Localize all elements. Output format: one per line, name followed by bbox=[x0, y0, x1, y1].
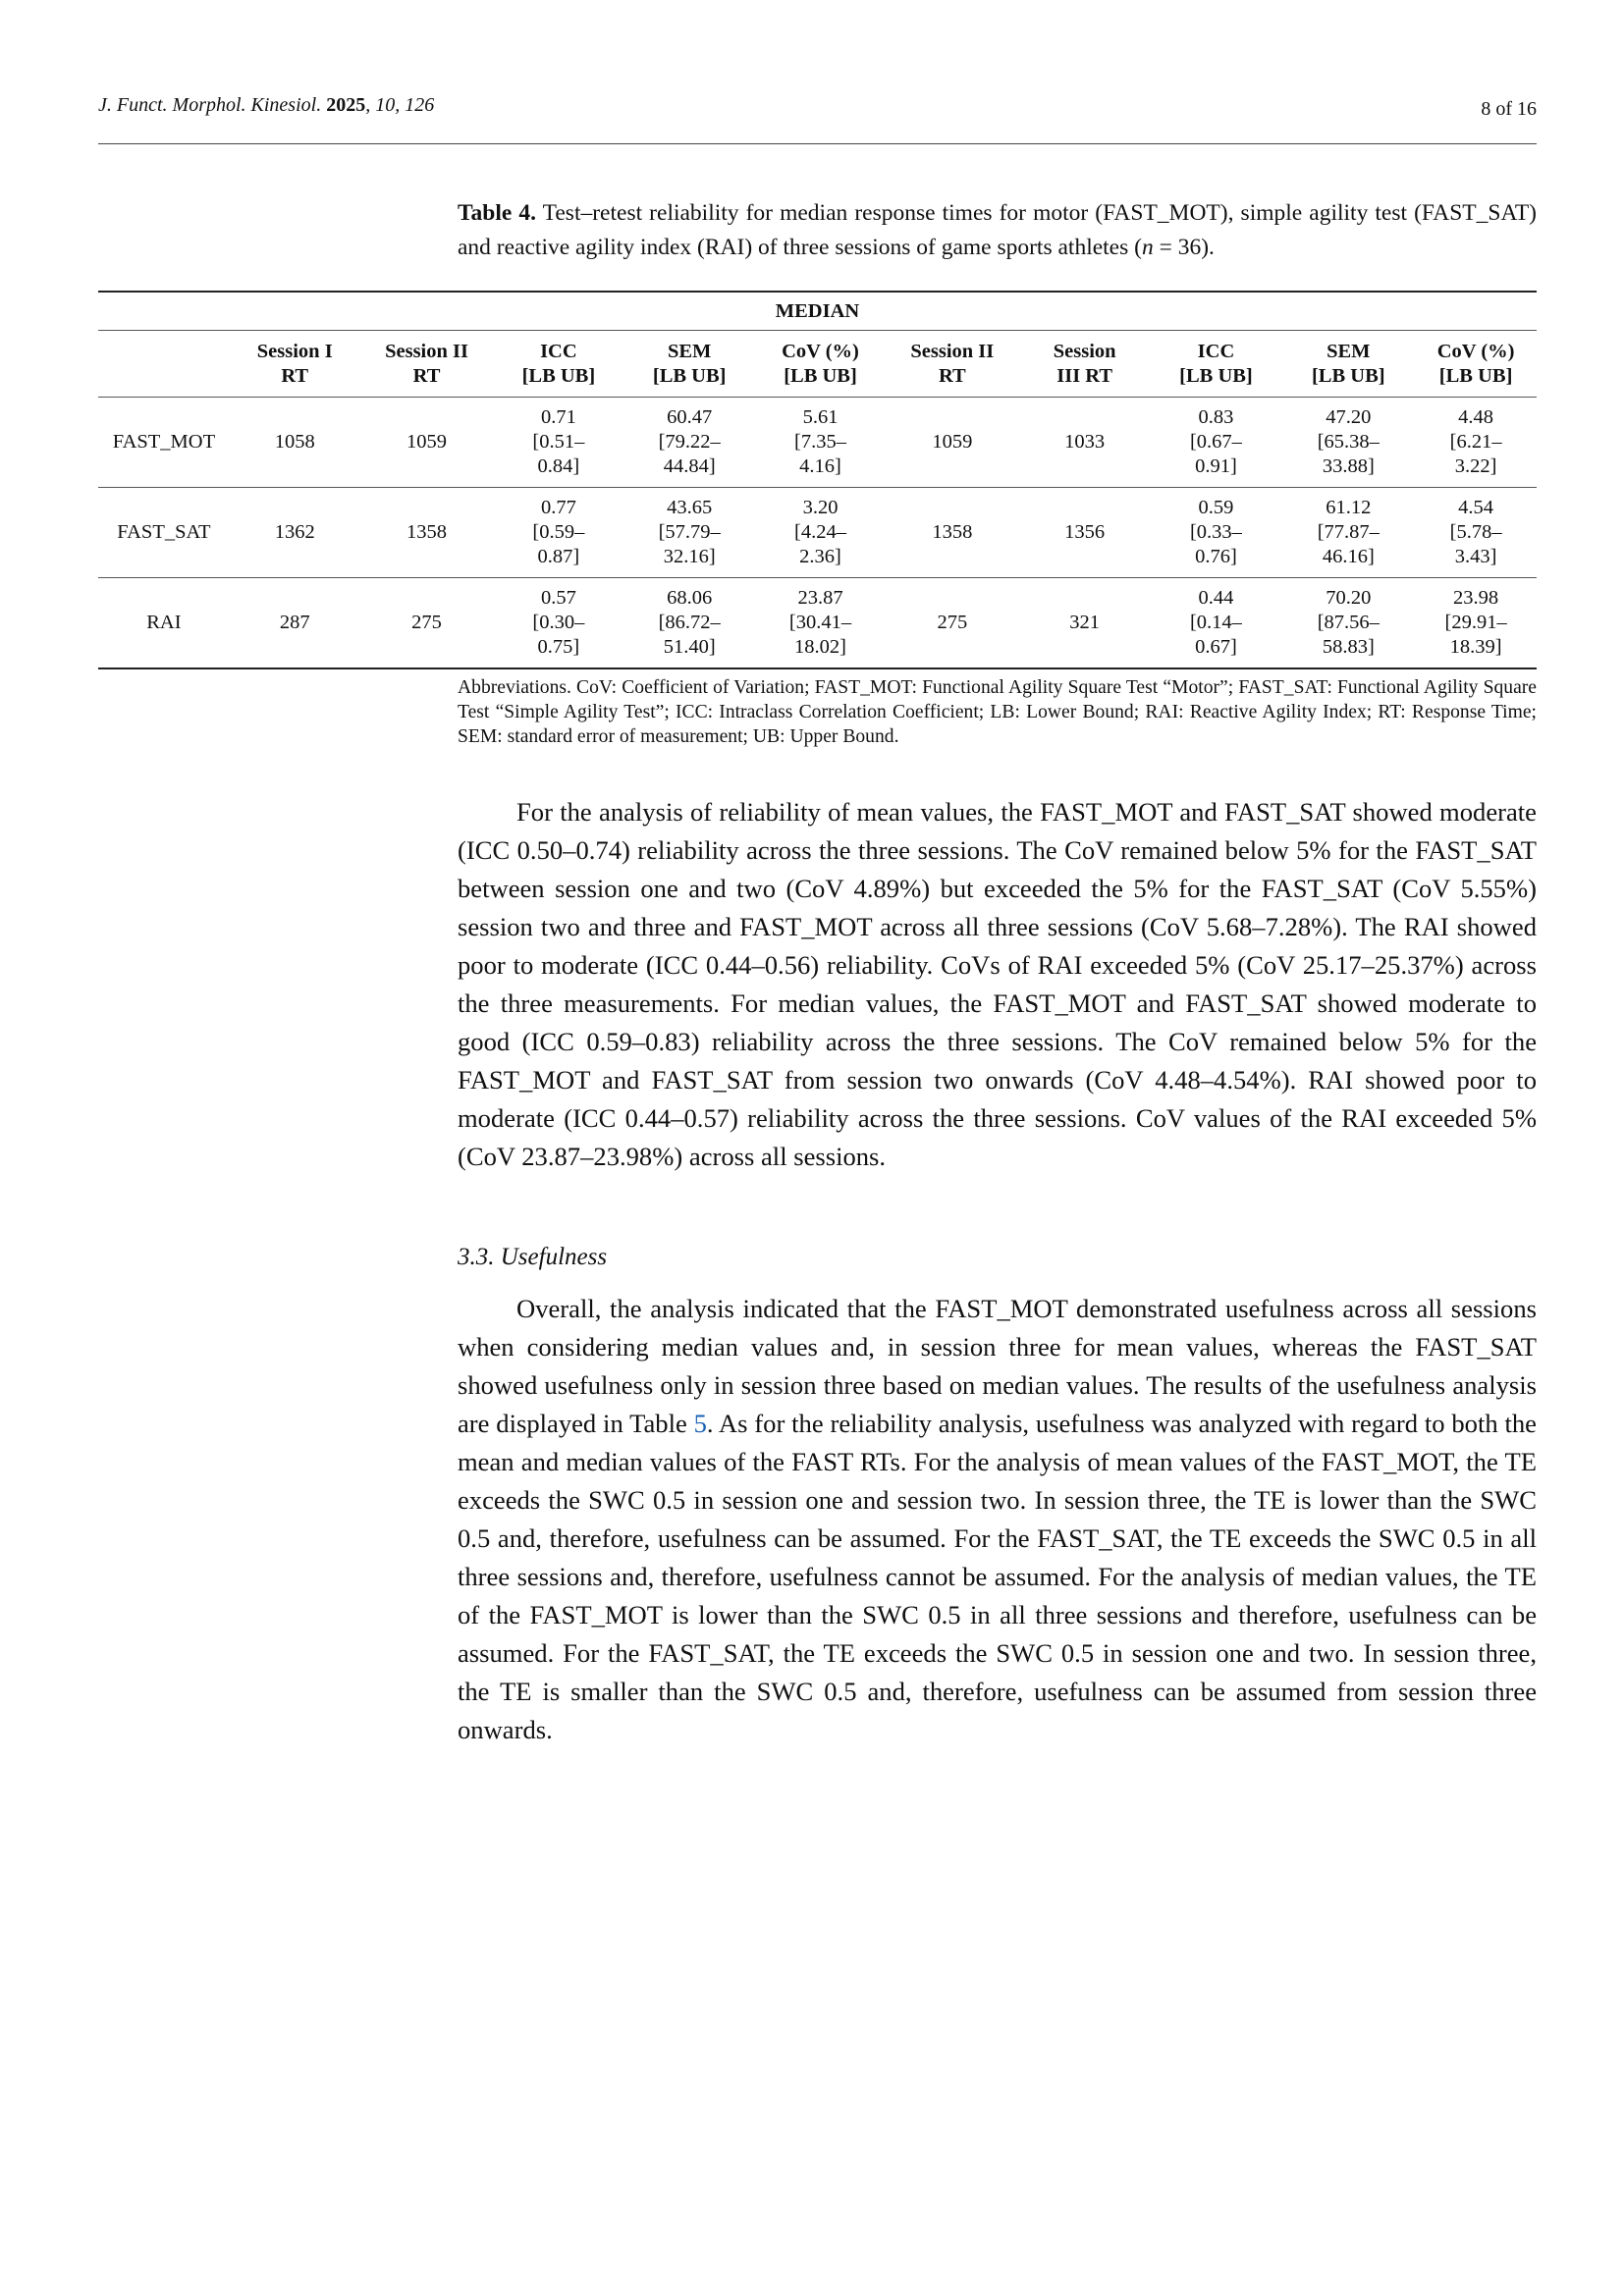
table-cell bbox=[230, 578, 360, 669]
cell-line: 1059 bbox=[932, 431, 973, 453]
reliability-table bbox=[98, 291, 1537, 669]
cell-line: 60.47 bbox=[667, 406, 713, 428]
table-cell bbox=[1415, 578, 1537, 669]
journal-year: 2025 bbox=[326, 94, 366, 116]
cell-line: 0.91] bbox=[1195, 455, 1237, 477]
cell-line: [0.51– bbox=[532, 431, 585, 453]
cell-line: 18.02] bbox=[794, 636, 846, 658]
column-header-line: Session II bbox=[385, 340, 468, 362]
cell-line: [30.41– bbox=[788, 612, 852, 633]
cell-line: 18.39] bbox=[1449, 636, 1502, 658]
usefulness-text-after: . As for the reliability analysis, usefulness was analyzed with regard to both the mean and median values of the FAST RTs. For the analysis of mean values of the FAST_MOT, the TE exceeds the SWC 0.5 in session one and session two. In session three, the TE is lower than the SWC 0.5 and, therefore, usefulness can be assumed. For the FAST_SAT, the TE exceeds the SWC 0.5 in all three sessions and, therefore, usefulness cannot be assumed. For the analysis of median values, the TE of the FAST_MOT is lower than the SWC 0.5 in all three sessions and therefore, usefulness can be assumed. For the FAST_SAT, the TE exceeds the SWC 0.5 in session one and two. In session three, the TE is smaller than the SWC 0.5 and, therefore, usefulness can be assumed from session three onwards. bbox=[458, 1409, 1537, 1744]
cell-line: 3.20 bbox=[802, 497, 839, 518]
cell-line: 1058 bbox=[274, 431, 315, 453]
table-cell bbox=[1415, 488, 1537, 578]
abbreviations-note: Abbreviations. CoV: Coefficient of Variation; FAST_MOT: Functional Agility Square Test “Motor”; FAST_SAT: Functional Agility Square Test “Simple Agility Test”; ICC: Intraclass Correlation Coefficient; LB: Lower Bound; RAI: Reactive Agility Index; RT: Response Time; SEM: standard error of measurement; UB: Upper Bound. bbox=[458, 677, 1537, 747]
cell-line: [0.67– bbox=[1189, 431, 1242, 453]
column-header bbox=[1415, 331, 1537, 398]
cell-line: 43.65 bbox=[667, 497, 713, 518]
table-cell bbox=[1019, 488, 1151, 578]
cell-line: 1356 bbox=[1064, 521, 1106, 543]
table-row bbox=[98, 488, 1537, 578]
article-number: 126 bbox=[405, 94, 435, 116]
cell-line: 275 bbox=[937, 612, 968, 633]
table-cell bbox=[493, 578, 623, 669]
row-label: FAST_SAT bbox=[98, 488, 230, 578]
column-header bbox=[360, 331, 494, 398]
cell-line: 0.57 bbox=[540, 587, 576, 609]
table-caption bbox=[458, 196, 1537, 265]
table-cell bbox=[360, 398, 494, 488]
cell-line: 4.16] bbox=[799, 455, 841, 477]
column-header-line: ICC bbox=[540, 340, 577, 362]
cell-line: 70.20 bbox=[1326, 587, 1372, 609]
column-header bbox=[493, 331, 623, 398]
table-cell bbox=[1151, 488, 1282, 578]
table-cell bbox=[493, 488, 623, 578]
cell-line: 47.20 bbox=[1326, 406, 1372, 428]
reliability-paragraph: For the analysis of reliability of mean values, the FAST_MOT and FAST_SAT showed moderate (ICC 0.50–0.74) reliability across the three sessions. The CoV remained below 5% for the FAST_SAT between session one and two (CoV 4.89%) but exceeded the 5% for the FAST_SAT (CoV 5.55%) session two and three and FAST_MOT across all three sessions (CoV 5.68–7.28%). The RAI showed poor to moderate (ICC 0.44–0.56) reliability. CoVs of RAI exceeded 5% (CoV 25.17–25.37%) across the three measurements. For median values, the FAST_MOT and FAST_SAT showed moderate to good (ICC 0.59–0.83) reliability across the three sessions. The CoV remained below 5% for the FAST_MOT and FAST_SAT from session two onwards (CoV 4.48–4.54%). RAI showed poor to moderate (ICC 0.44–0.57) reliability across the three sessions. CoV values of the RAI exceeded 5% (CoV 23.87–23.98%) across all sessions. bbox=[458, 797, 1537, 1171]
cell-line: 0.44 bbox=[1198, 587, 1234, 609]
cell-line: [87.56– bbox=[1317, 612, 1380, 633]
cell-line: 4.48 bbox=[1458, 406, 1494, 428]
column-header-line: RT bbox=[938, 364, 966, 387]
cell-line: 321 bbox=[1069, 612, 1101, 633]
column-header-line: [LB UB] bbox=[652, 364, 727, 387]
cell-line: [29.91– bbox=[1444, 612, 1507, 633]
table-cell bbox=[1151, 398, 1282, 488]
cell-line: [7.35– bbox=[794, 431, 846, 453]
column-header-line: Session I bbox=[256, 340, 333, 362]
group-header-row bbox=[98, 292, 1537, 331]
table-cell bbox=[1019, 578, 1151, 669]
cell-line: 5.61 bbox=[802, 406, 839, 428]
cell-line: 1362 bbox=[274, 521, 315, 543]
table-row bbox=[98, 398, 1537, 488]
cell-line: [4.24– bbox=[794, 521, 846, 543]
cell-line: 287 bbox=[279, 612, 310, 633]
column-header bbox=[230, 331, 360, 398]
cell-line: 33.88] bbox=[1322, 455, 1375, 477]
row-label: FAST_MOT bbox=[112, 431, 216, 453]
section-heading: 3.3. Usefulness bbox=[458, 1244, 608, 1270]
table-5-link[interactable]: 5 bbox=[693, 1409, 707, 1438]
column-header-line: [LB UB] bbox=[784, 364, 857, 387]
cell-line: [77.87– bbox=[1317, 521, 1380, 543]
page-number: 8 of 16 bbox=[1481, 98, 1537, 120]
table-cell bbox=[623, 398, 755, 488]
cell-line: 1358 bbox=[932, 521, 973, 543]
cell-line: 0.84] bbox=[537, 455, 580, 477]
table-cell bbox=[1281, 488, 1415, 578]
cell-line: [0.33– bbox=[1189, 521, 1242, 543]
journal-citation: J. Funct. Morphol. Kinesiol. 2025, 10, 126 bbox=[98, 94, 435, 116]
cell-line: [6.21– bbox=[1449, 431, 1502, 453]
column-header-line: ICC bbox=[1197, 340, 1235, 362]
column-header-line: CoV (%) bbox=[1436, 340, 1515, 362]
cell-line: 0.75] bbox=[537, 636, 580, 658]
table-cell bbox=[623, 578, 755, 669]
caption-n-symbol: n bbox=[1141, 235, 1154, 260]
column-header-line: [LB UB] bbox=[521, 364, 596, 387]
column-header bbox=[1151, 331, 1282, 398]
table-row bbox=[98, 578, 1537, 669]
table-cell bbox=[230, 488, 360, 578]
table-cell bbox=[886, 398, 1019, 488]
cell-line: 0.76] bbox=[1195, 546, 1237, 567]
cell-line: 32.16] bbox=[663, 546, 716, 567]
table-cell bbox=[360, 578, 494, 669]
cell-line: 0.83 bbox=[1198, 406, 1234, 428]
journal-volume: 10 bbox=[375, 94, 396, 116]
cell-line: 1033 bbox=[1064, 431, 1106, 453]
journal-name: J. Funct. Morphol. Kinesiol. bbox=[98, 94, 322, 116]
table-cell bbox=[493, 398, 623, 488]
column-header bbox=[755, 331, 886, 398]
cell-line: 61.12 bbox=[1326, 497, 1372, 518]
row-label: RAI bbox=[98, 578, 230, 669]
cell-line: [57.79– bbox=[658, 521, 721, 543]
table-cell bbox=[886, 578, 1019, 669]
table-cell bbox=[623, 488, 755, 578]
cell-line: 0.77 bbox=[540, 497, 576, 518]
table-cell bbox=[1019, 398, 1151, 488]
table-cell bbox=[360, 488, 494, 578]
column-header bbox=[886, 331, 1019, 398]
table-cell bbox=[755, 578, 886, 669]
column-header-line: RT bbox=[281, 364, 309, 387]
column-header-line: Session bbox=[1053, 340, 1116, 362]
table-label: Table 4. bbox=[458, 200, 536, 226]
column-header bbox=[1019, 331, 1151, 398]
column-header-line: Session II bbox=[910, 340, 995, 362]
column-header-line: [LB UB] bbox=[1438, 364, 1513, 387]
column-header-row bbox=[98, 331, 1537, 398]
cell-line: 4.54 bbox=[1458, 497, 1494, 518]
cell-line: 23.87 bbox=[797, 587, 843, 609]
table-cell bbox=[755, 398, 886, 488]
cell-line: [0.30– bbox=[532, 612, 585, 633]
cell-line: 0.67] bbox=[1195, 636, 1237, 658]
column-header-line: [LB UB] bbox=[1311, 364, 1385, 387]
column-header-line: RT bbox=[412, 364, 441, 387]
usefulness-text-before: Overall, the analysis indicated that the FAST_MOT demonstrated usefulness across all sessions when considering median values and, in session three for mean values, whereas the FAST_SAT showed usefulness only in session three based on median values. The results of the usefulness analysis are displayed in Table bbox=[458, 1294, 1537, 1438]
caption-text: Test–retest reliability for median response times for motor (FAST_MOT), simple agility test (FAST_SAT) and reactive agility index (RAI) of three sessions of game sports athletes ( bbox=[458, 200, 1538, 260]
table-cell bbox=[230, 398, 360, 488]
page-header bbox=[98, 92, 1537, 144]
cell-line: 68.06 bbox=[667, 587, 713, 609]
cell-line: 46.16] bbox=[1322, 546, 1375, 567]
cell-line: 23.98 bbox=[1453, 587, 1499, 609]
table-cell bbox=[755, 488, 886, 578]
column-header-line: III RT bbox=[1056, 364, 1113, 387]
table-cell bbox=[886, 488, 1019, 578]
column-header-line: SEM bbox=[1326, 340, 1371, 362]
table-cell bbox=[1151, 578, 1282, 669]
cell-line: [5.78– bbox=[1449, 521, 1502, 543]
column-header-line: [LB UB] bbox=[1179, 364, 1253, 387]
cell-line: 0.87] bbox=[537, 546, 580, 567]
column-header bbox=[1281, 331, 1415, 398]
cell-line: 275 bbox=[411, 612, 442, 633]
cell-line: 1358 bbox=[406, 521, 448, 543]
table-cell bbox=[1281, 398, 1415, 488]
cell-line: 51.40] bbox=[663, 636, 716, 658]
cell-line: 58.83] bbox=[1322, 636, 1375, 658]
column-header bbox=[98, 331, 230, 398]
cell-line: [86.72– bbox=[658, 612, 721, 633]
table-cell bbox=[1281, 578, 1415, 669]
column-header-line: CoV (%) bbox=[782, 340, 859, 362]
column-header bbox=[623, 331, 755, 398]
table-cell bbox=[1415, 398, 1537, 488]
cell-line: [79.22– bbox=[658, 431, 721, 453]
cell-line: [0.14– bbox=[1189, 612, 1242, 633]
cell-line: 1059 bbox=[406, 431, 448, 453]
cell-line: 0.59 bbox=[1198, 497, 1234, 518]
median-group-header: MEDIAN bbox=[98, 292, 1537, 331]
cell-line: [0.59– bbox=[532, 521, 585, 543]
cell-line: 0.71 bbox=[540, 406, 576, 428]
cell-line: [65.38– bbox=[1317, 431, 1380, 453]
caption-n-text: = 36). bbox=[1153, 235, 1215, 260]
usefulness-paragraph bbox=[458, 1290, 1537, 1749]
column-header-line: SEM bbox=[667, 340, 712, 362]
cell-line: 44.84] bbox=[663, 455, 716, 477]
cell-line: 2.36] bbox=[799, 546, 841, 567]
cell-line: 3.43] bbox=[1454, 546, 1497, 567]
cell-line: 3.22] bbox=[1454, 455, 1497, 477]
